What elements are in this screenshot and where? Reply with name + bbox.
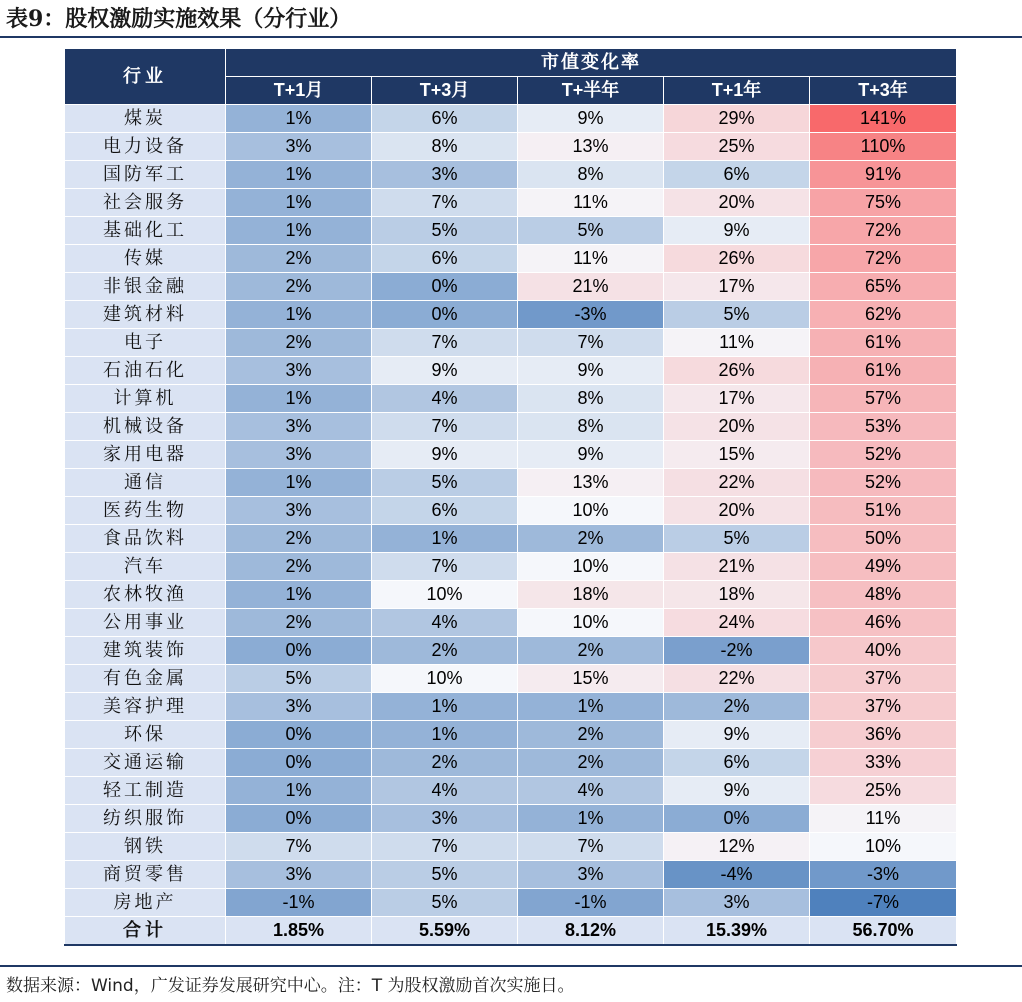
value-cell: 57% — [810, 385, 957, 413]
table-row — [65, 525, 957, 553]
value-cell: 10% — [372, 665, 518, 693]
value-cell: 141% — [810, 105, 957, 133]
value-cell: 5% — [372, 861, 518, 889]
value-cell: 21% — [518, 273, 664, 301]
value-cell: 65% — [810, 273, 957, 301]
value-cell: 13% — [518, 133, 664, 161]
value-cell: 3% — [226, 693, 372, 721]
column-header-t1m: T+1月 — [226, 77, 372, 105]
value-cell: 3% — [226, 413, 372, 441]
value-cell: 2% — [226, 609, 372, 637]
value-cell: 110% — [810, 133, 957, 161]
total-row — [65, 917, 957, 946]
value-cell: 22% — [664, 469, 810, 497]
value-cell: -1% — [518, 889, 664, 917]
value-cell: 1% — [372, 721, 518, 749]
industry-name: 交通运输 — [65, 749, 226, 777]
value-cell: 75% — [810, 189, 957, 217]
industry-name: 非银金融 — [65, 273, 226, 301]
value-cell: 0% — [226, 721, 372, 749]
table-row — [65, 469, 957, 497]
value-cell: 7% — [372, 833, 518, 861]
industry-name: 医药生物 — [65, 497, 226, 525]
value-cell: 0% — [226, 749, 372, 777]
value-cell: 2% — [518, 525, 664, 553]
value-cell: 25% — [664, 133, 810, 161]
value-cell: 51% — [810, 497, 957, 525]
value-cell: 0% — [372, 273, 518, 301]
value-cell: 7% — [372, 329, 518, 357]
value-cell: 15% — [518, 665, 664, 693]
value-cell: 72% — [810, 217, 957, 245]
value-cell: 1% — [226, 385, 372, 413]
value-cell: 6% — [372, 105, 518, 133]
value-cell: 8% — [518, 161, 664, 189]
column-header-t6m: T+半年 — [518, 77, 664, 105]
industry-name: 纺织服饰 — [65, 805, 226, 833]
total-value-cell: 15.39% — [664, 917, 810, 946]
industry-name: 计算机 — [65, 385, 226, 413]
value-cell: 10% — [810, 833, 957, 861]
value-cell: 2% — [518, 637, 664, 665]
value-cell: 20% — [664, 497, 810, 525]
table-row — [65, 217, 957, 245]
value-cell: 6% — [664, 749, 810, 777]
value-cell: 3% — [372, 805, 518, 833]
value-cell: 1% — [226, 105, 372, 133]
table-row — [65, 665, 957, 693]
value-cell: -3% — [518, 301, 664, 329]
top-divider — [0, 36, 1022, 38]
value-cell: 17% — [664, 385, 810, 413]
value-cell: 2% — [226, 273, 372, 301]
value-cell: 5% — [372, 469, 518, 497]
table-row — [65, 357, 957, 385]
value-cell: 61% — [810, 357, 957, 385]
value-cell: 10% — [518, 609, 664, 637]
value-cell: 52% — [810, 469, 957, 497]
value-cell: 5% — [372, 889, 518, 917]
value-cell: 22% — [664, 665, 810, 693]
value-cell: 2% — [226, 329, 372, 357]
value-cell: 40% — [810, 637, 957, 665]
value-cell: 10% — [518, 553, 664, 581]
value-cell: 9% — [372, 441, 518, 469]
column-header-t3y: T+3年 — [810, 77, 957, 105]
industry-name: 传媒 — [65, 245, 226, 273]
value-cell: 10% — [518, 497, 664, 525]
industry-name: 家用电器 — [65, 441, 226, 469]
industry-name: 汽车 — [65, 553, 226, 581]
value-cell: 8% — [518, 413, 664, 441]
value-cell: -1% — [226, 889, 372, 917]
value-cell: 3% — [226, 357, 372, 385]
value-cell: 11% — [518, 189, 664, 217]
value-cell: 33% — [810, 749, 957, 777]
industry-name: 电子 — [65, 329, 226, 357]
value-cell: 1% — [518, 693, 664, 721]
value-cell: 0% — [664, 805, 810, 833]
industry-name: 有色金属 — [65, 665, 226, 693]
table-row — [65, 777, 957, 805]
value-cell: 5% — [372, 217, 518, 245]
table-row — [65, 273, 957, 301]
table-row — [65, 105, 957, 133]
table-row — [65, 693, 957, 721]
value-cell: 1% — [226, 777, 372, 805]
value-cell: 3% — [226, 133, 372, 161]
industry-name: 机械设备 — [65, 413, 226, 441]
value-cell: 20% — [664, 413, 810, 441]
industry-name: 煤炭 — [65, 105, 226, 133]
value-cell: 2% — [226, 525, 372, 553]
industry-name: 公用事业 — [65, 609, 226, 637]
value-cell: 0% — [226, 805, 372, 833]
table-row — [65, 133, 957, 161]
value-cell: 9% — [518, 105, 664, 133]
column-header-t3m: T+3月 — [372, 77, 518, 105]
value-cell: 6% — [372, 497, 518, 525]
table-row — [65, 161, 957, 189]
value-cell: -4% — [664, 861, 810, 889]
table-row — [65, 861, 957, 889]
value-cell: 9% — [664, 721, 810, 749]
value-cell: 7% — [518, 833, 664, 861]
value-cell: 3% — [226, 861, 372, 889]
industry-name: 通信 — [65, 469, 226, 497]
value-cell: 91% — [810, 161, 957, 189]
table-row — [65, 385, 957, 413]
industry-name: 国防军工 — [65, 161, 226, 189]
value-cell: 3% — [518, 861, 664, 889]
table-row — [65, 189, 957, 217]
value-cell: 11% — [664, 329, 810, 357]
total-value-cell: 1.85% — [226, 917, 372, 946]
table-body — [65, 105, 957, 946]
value-cell: 29% — [664, 105, 810, 133]
value-cell: 2% — [372, 637, 518, 665]
value-cell: 72% — [810, 245, 957, 273]
value-cell: 8% — [372, 133, 518, 161]
value-cell: 50% — [810, 525, 957, 553]
value-cell: 9% — [372, 357, 518, 385]
value-cell: 6% — [664, 161, 810, 189]
value-cell: 1% — [372, 693, 518, 721]
source-note: 数据来源：Wind，广发证券发展研究中心。注：T 为股权激励首次实施日。 — [6, 976, 575, 996]
value-cell: 0% — [226, 637, 372, 665]
table-row — [65, 413, 957, 441]
value-cell: 2% — [226, 245, 372, 273]
value-cell: 2% — [372, 749, 518, 777]
value-cell: 2% — [226, 553, 372, 581]
value-cell: 24% — [664, 609, 810, 637]
table-row — [65, 301, 957, 329]
value-cell: 1% — [226, 301, 372, 329]
value-cell: -2% — [664, 637, 810, 665]
value-cell: 18% — [664, 581, 810, 609]
value-cell: 1% — [226, 161, 372, 189]
industry-name: 社会服务 — [65, 189, 226, 217]
value-cell: 0% — [372, 301, 518, 329]
table-row — [65, 553, 957, 581]
value-cell: 5% — [518, 217, 664, 245]
value-cell: 8% — [518, 385, 664, 413]
industry-name: 食品饮料 — [65, 525, 226, 553]
table-row — [65, 833, 957, 861]
value-cell: 4% — [372, 609, 518, 637]
value-cell: 4% — [372, 385, 518, 413]
value-cell: 48% — [810, 581, 957, 609]
value-cell: 7% — [518, 329, 664, 357]
value-cell: 5% — [664, 525, 810, 553]
table-row — [65, 245, 957, 273]
value-cell: 62% — [810, 301, 957, 329]
value-cell: 25% — [810, 777, 957, 805]
value-cell: 2% — [518, 749, 664, 777]
value-cell: 36% — [810, 721, 957, 749]
value-cell: 3% — [372, 161, 518, 189]
value-cell: 11% — [518, 245, 664, 273]
value-cell: 37% — [810, 693, 957, 721]
value-cell: 20% — [664, 189, 810, 217]
value-cell: 10% — [372, 581, 518, 609]
value-cell: 61% — [810, 329, 957, 357]
value-cell: 5% — [664, 301, 810, 329]
value-cell: 9% — [518, 441, 664, 469]
total-label: 合计 — [65, 917, 226, 946]
value-cell: 1% — [518, 805, 664, 833]
value-cell: 9% — [664, 217, 810, 245]
value-cell: 15% — [664, 441, 810, 469]
table-row — [65, 497, 957, 525]
value-cell: -3% — [810, 861, 957, 889]
value-cell: 7% — [372, 553, 518, 581]
value-cell: 26% — [664, 245, 810, 273]
industry-name: 基础化工 — [65, 217, 226, 245]
value-cell: 53% — [810, 413, 957, 441]
value-cell: 4% — [518, 777, 664, 805]
table-title: 表9：股权激励实施效果（分行业） — [6, 6, 352, 32]
total-value-cell: 56.70% — [810, 917, 957, 946]
industry-name: 商贸零售 — [65, 861, 226, 889]
industry-name: 环保 — [65, 721, 226, 749]
value-cell: 11% — [810, 805, 957, 833]
value-cell: 5% — [226, 665, 372, 693]
industry-effect-table — [64, 48, 957, 946]
industry-name: 轻工制造 — [65, 777, 226, 805]
value-cell: 3% — [226, 497, 372, 525]
value-cell: 12% — [664, 833, 810, 861]
market-cap-change-header: 市值变化率 — [226, 49, 957, 77]
value-cell: 49% — [810, 553, 957, 581]
value-cell: 21% — [664, 553, 810, 581]
industry-name: 电力设备 — [65, 133, 226, 161]
value-cell: 7% — [372, 413, 518, 441]
industry-name: 建筑材料 — [65, 301, 226, 329]
value-cell: 26% — [664, 357, 810, 385]
table-row — [65, 329, 957, 357]
value-cell: 2% — [664, 693, 810, 721]
value-cell: 3% — [226, 441, 372, 469]
industry-name: 石油石化 — [65, 357, 226, 385]
bottom-divider — [0, 965, 1022, 967]
value-cell: 6% — [372, 245, 518, 273]
table-row — [65, 805, 957, 833]
value-cell: 3% — [664, 889, 810, 917]
table-row — [65, 637, 957, 665]
value-cell: 7% — [226, 833, 372, 861]
table-row — [65, 581, 957, 609]
value-cell: 37% — [810, 665, 957, 693]
value-cell: 2% — [518, 721, 664, 749]
table-row — [65, 609, 957, 637]
industry-name: 钢铁 — [65, 833, 226, 861]
table-row — [65, 749, 957, 777]
value-cell: 1% — [372, 525, 518, 553]
industry-name: 建筑装饰 — [65, 637, 226, 665]
value-cell: -7% — [810, 889, 957, 917]
value-cell: 52% — [810, 441, 957, 469]
value-cell: 1% — [226, 581, 372, 609]
value-cell: 46% — [810, 609, 957, 637]
industry-column-header: 行业 — [65, 49, 226, 105]
value-cell: 1% — [226, 217, 372, 245]
value-cell: 17% — [664, 273, 810, 301]
table-row — [65, 441, 957, 469]
value-cell: 4% — [372, 777, 518, 805]
table-row — [65, 721, 957, 749]
value-cell: 1% — [226, 189, 372, 217]
value-cell: 7% — [372, 189, 518, 217]
column-header-t1y: T+1年 — [664, 77, 810, 105]
value-cell: 1% — [226, 469, 372, 497]
value-cell: 18% — [518, 581, 664, 609]
total-value-cell: 8.12% — [518, 917, 664, 946]
value-cell: 9% — [518, 357, 664, 385]
table-row — [65, 889, 957, 917]
value-cell: 9% — [664, 777, 810, 805]
industry-name: 美容护理 — [65, 693, 226, 721]
total-value-cell: 5.59% — [372, 917, 518, 946]
industry-name: 农林牧渔 — [65, 581, 226, 609]
value-cell: 13% — [518, 469, 664, 497]
industry-name: 房地产 — [65, 889, 226, 917]
